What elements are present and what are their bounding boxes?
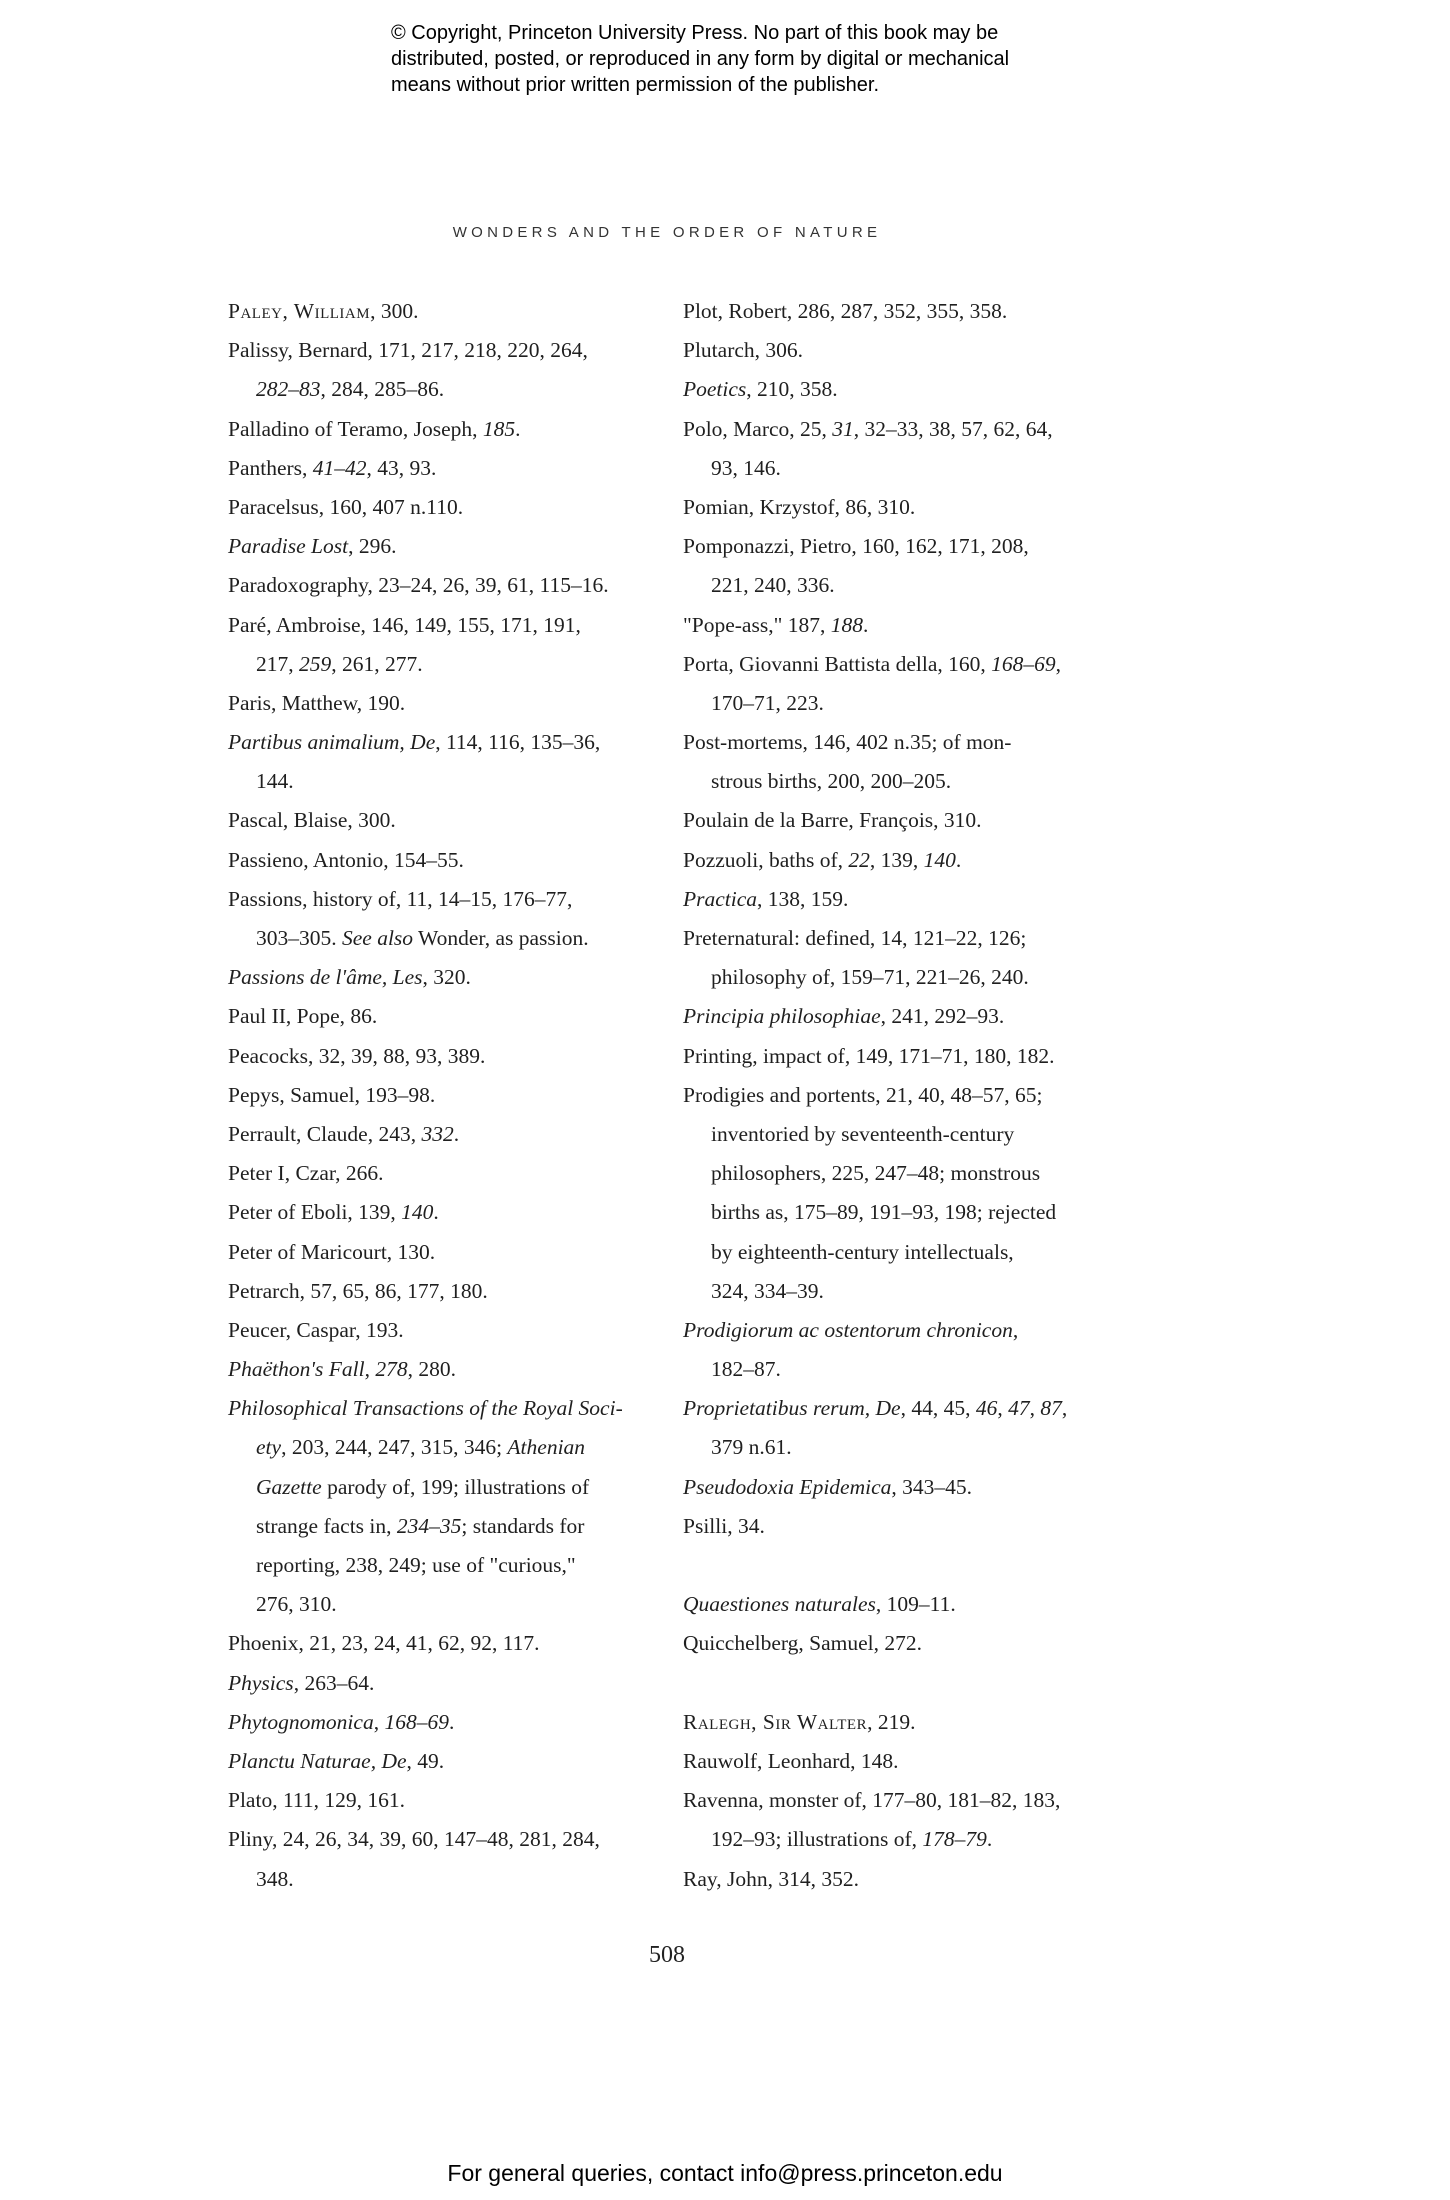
index-entry (683, 1510, 1123, 1549)
entry-text: , 320. (422, 965, 471, 990)
copyright-notice (391, 20, 1151, 98)
italic-text: Paradise Lost (228, 534, 349, 559)
index-entry (683, 373, 1123, 412)
entry-text: , 139, (869, 847, 924, 872)
index-entry (683, 648, 1123, 687)
index-entry (228, 1667, 668, 1706)
entry-text: . (986, 1827, 993, 1852)
index-column-right (683, 295, 1123, 1902)
entry-text: 170–71, 223. (711, 690, 824, 715)
entry-text: parody of, 199; illustrations of (321, 1474, 590, 1499)
italic-text: 140 (401, 1200, 434, 1225)
italic-text: 282–83 (256, 377, 321, 402)
index-entry-continuation (228, 1431, 668, 1470)
index-entry (228, 609, 668, 648)
italic-text: ety (256, 1435, 282, 1460)
index-entry (228, 1000, 668, 1039)
entry-text: Plutarch, 306. (683, 338, 804, 363)
entry-text: , 32–33, 38, 57, 62, 64, (853, 416, 1053, 441)
index-entry (683, 1392, 1123, 1431)
entry-text: , 296. (348, 534, 397, 559)
entry-text: , (997, 1396, 1009, 1421)
italic-text: 168–69 (991, 651, 1056, 676)
italic-text: Phaëthon's Fall (228, 1357, 365, 1382)
entry-text: Printing, impact of, 149, 171–71, 180, 182. (683, 1043, 1055, 1068)
index-entry (683, 609, 1123, 648)
index-entry-continuation (683, 1118, 1123, 1157)
entry-text: , (373, 1709, 385, 1734)
entry-text: , 210, 358. (746, 377, 838, 402)
index-entry-continuation (228, 1863, 668, 1902)
index-entry (228, 334, 668, 373)
italic-text: 259 (299, 651, 332, 676)
entry-text: . (863, 612, 869, 637)
entry-text: , 203, 244, 247, 315, 346; (281, 1435, 508, 1460)
italic-text: See also (342, 926, 414, 950)
entry-text: 217, (256, 651, 299, 676)
entry-text: , 280. (407, 1357, 456, 1382)
entry-text: , 49. (406, 1748, 445, 1773)
entry-text: Pliny, 24, 26, 34, 39, 60, 147–48, 281, 284, (228, 1827, 600, 1852)
index-entry (228, 569, 668, 608)
entry-text: 221, 240, 336. (711, 573, 835, 598)
entry-text: , 263–64. (293, 1670, 375, 1695)
italic-text: 31 (832, 416, 854, 441)
entry-text: Pomponazzi, Pietro, 160, 162, 171, 208, (683, 534, 1029, 559)
italic-text: Planctu Naturae, De (228, 1748, 407, 1773)
entry-text: Palladino of Teramo, Joseph, (228, 416, 483, 441)
entry-text: , 284, 285–86. (320, 377, 445, 402)
entry-text: , (1029, 1396, 1041, 1421)
entry-text: , 44, 45, (900, 1396, 976, 1421)
italic-text: 140 (923, 847, 956, 872)
entry-text: Paley, William (228, 299, 371, 323)
entry-text: Peter of Maricourt, 130. (228, 1239, 436, 1264)
italic-text: Proprietatibus rerum, De (683, 1396, 901, 1421)
entry-text: inventoried by seventeenth-century (711, 1121, 1015, 1146)
entry-text: Palissy, Bernard, 171, 217, 218, 220, 264, (228, 338, 588, 363)
italic-text: 234–35 (396, 1513, 462, 1538)
entry-text: Pozzuoli, baths of, (683, 847, 849, 872)
index-entry (228, 1157, 668, 1196)
index-entry (228, 1627, 668, 1666)
entry-text: , 343–45. (891, 1474, 973, 1499)
entry-text: ; standards for (461, 1513, 585, 1538)
italic-text: Prodigiorum ac ostentorum chronicon (683, 1317, 1013, 1342)
entry-text: Ray, John, 314, 352. (683, 1866, 859, 1891)
entry-text: strous births, 200, 200–205. (711, 769, 952, 794)
entry-text: , 241, 292–93. (880, 1004, 1005, 1029)
index-entry (683, 1588, 1123, 1627)
entry-text: Poulain de la Barre, François, 310. (683, 808, 982, 833)
entry-text: Post-mortems, 146, 402 n.35; of mon- (683, 730, 1012, 755)
entry-text: Plato, 111, 129, 161. (228, 1788, 405, 1813)
index-entry (228, 1392, 668, 1431)
index-entry (228, 491, 668, 530)
index-entry-continuation (683, 569, 1123, 608)
index-entry (228, 295, 668, 334)
index-spacer (683, 1549, 1123, 1588)
entry-text: . (453, 1121, 460, 1146)
entry-text: , 138, 159. (757, 886, 849, 911)
entry-text: Wonder, as passion. (413, 926, 589, 950)
index-entry (683, 295, 1123, 334)
index-entry (228, 1040, 668, 1079)
index-entry-continuation (228, 1588, 668, 1627)
italic-text: 47 (1008, 1396, 1030, 1421)
index-entry-continuation (683, 687, 1123, 726)
index-entry (228, 1745, 668, 1784)
italic-text: 185 (482, 416, 516, 441)
page-number: 508 (649, 1942, 685, 1968)
index-entry (683, 491, 1123, 530)
entry-text: philosophy of, 159–71, 221–26, 240. (711, 965, 1029, 990)
contact-footer: For general queries, contact info@press.princeton.edu (447, 2160, 1003, 2186)
index-entry-continuation (228, 922, 668, 961)
index-entry (228, 1236, 668, 1275)
index-column-left (228, 295, 668, 1902)
index-entry (683, 413, 1123, 452)
italic-text: Pseudodoxia Epidemica (683, 1474, 892, 1499)
index-entry-continuation (683, 961, 1123, 1000)
italic-text: Passions de l'âme, Les (228, 965, 423, 990)
index-entry (228, 844, 668, 883)
index-entry (228, 1823, 668, 1862)
entry-text: Paré, Ambroise, 146, 149, 155, 171, 191, (228, 612, 581, 637)
entry-text: , (364, 1357, 376, 1382)
italic-text: Practica (683, 886, 758, 911)
index-entry-continuation (228, 765, 668, 804)
copyright-line: means without prior written permission of the publisher. (391, 74, 880, 96)
entry-text: 276, 310. (256, 1592, 337, 1617)
entry-text: Passieno, Antonio, 154–55. (228, 847, 464, 872)
index-entry (683, 804, 1123, 843)
entry-text: 144. (256, 769, 294, 794)
entry-text: 324, 334–39. (711, 1278, 824, 1303)
entry-text: Porta, Giovanni Battista della, 160, (683, 651, 992, 676)
index-entry (228, 1275, 668, 1314)
entry-text: Ralegh, Sir Walter (683, 1709, 868, 1734)
entry-text: . (448, 1709, 455, 1734)
italic-text: Partibus animalium, De (228, 730, 436, 755)
entry-text: Paracelsus, 160, 407 n.110. (228, 494, 464, 519)
index-entry-continuation (683, 1823, 1123, 1862)
italic-text: 178–79 (922, 1827, 987, 1852)
index-entry (683, 334, 1123, 373)
entry-text: "Pope-ass," 187, (683, 612, 831, 637)
index-entry (228, 883, 668, 922)
entry-text: 93, 146. (711, 455, 781, 480)
index-entry (683, 726, 1123, 765)
copyright-line: distributed, posted, or reproduced in any form by digital or mechanical (391, 48, 1010, 70)
italic-text: Principia philosophiae (683, 1004, 881, 1029)
index-entry-continuation (683, 1275, 1123, 1314)
index-spacer (683, 1667, 1123, 1706)
index-entry (683, 1784, 1123, 1823)
entry-text: , 114, 116, 135–36, (435, 730, 601, 755)
index-entry-continuation (228, 1549, 668, 1588)
index-entry (228, 1353, 668, 1392)
italic-text: 87 (1040, 1396, 1062, 1421)
index-entry (228, 413, 668, 452)
italic-text: Physics (228, 1670, 294, 1695)
index-entry-continuation (683, 1236, 1123, 1275)
index-entry (228, 1784, 668, 1823)
copyright-line: © Copyright, Princeton University Press. No part of this book may be (391, 22, 999, 44)
entry-text: , (1055, 651, 1061, 676)
entry-text: Pascal, Blaise, 300. (228, 808, 396, 833)
index-entry-continuation (683, 1353, 1123, 1392)
entry-text: Paradoxography, 23–24, 26, 39, 61, 115–16. (228, 573, 609, 598)
entry-text: , (1012, 1317, 1019, 1342)
index-entry-continuation (683, 1157, 1123, 1196)
entry-text: strange facts in, (256, 1513, 397, 1538)
entry-text: by eighteenth-century intellectuals, (711, 1239, 1014, 1264)
italic-text: 278 (375, 1357, 408, 1382)
index-entry (683, 1040, 1123, 1079)
index-entry (683, 1314, 1123, 1353)
entry-text: Plot, Robert, 286, 287, 352, 355, 358. (683, 299, 1008, 323)
running-head: WONDERS AND THE ORDER OF NATURE (452, 224, 882, 241)
index-entry-continuation (683, 452, 1123, 491)
index-entry-continuation (228, 648, 668, 687)
entry-text: , (1061, 1396, 1068, 1421)
entry-text: Phoenix, 21, 23, 24, 41, 62, 92, 117. (228, 1631, 540, 1656)
index-entry (228, 1706, 668, 1745)
entry-text: , 43, 93. (366, 455, 437, 480)
entry-text: Paul II, Pope, 86. (228, 1004, 378, 1029)
index-entry (228, 1196, 668, 1235)
italic-text: Philosophical Transactions of the Royal Soci- (228, 1396, 623, 1421)
entry-text: births as, 175–89, 191–93, 198; rejected (711, 1200, 1057, 1225)
italic-text: 332 (421, 1121, 454, 1146)
entry-text: . (433, 1200, 439, 1225)
index-entry (683, 1627, 1123, 1666)
index-entry (228, 726, 668, 765)
entry-text: Petrarch, 57, 65, 86, 177, 180. (228, 1278, 488, 1303)
index-entry-continuation (228, 1510, 668, 1549)
index-entry (683, 1863, 1123, 1902)
entry-text: 182–87. (711, 1357, 781, 1382)
index-entry (683, 844, 1123, 883)
index-entry-continuation (683, 1196, 1123, 1235)
entry-text: Passions, history of, 11, 14–15, 176–77, (228, 886, 573, 911)
index-entry (228, 804, 668, 843)
index-entry (683, 1079, 1123, 1118)
italic-text: Athenian (507, 1435, 586, 1460)
entry-text: philosophers, 225, 247–48; monstrous (711, 1161, 1041, 1186)
index-entry (228, 530, 668, 569)
entry-text: Preternatural: defined, 14, 121–22, 126; (683, 926, 1027, 950)
italic-text: Poetics (683, 377, 747, 402)
entry-text: Prodigies and portents, 21, 40, 48–57, 65; (683, 1082, 1043, 1107)
entry-text: , 219. (867, 1709, 916, 1734)
entry-text: , 300. (370, 299, 419, 323)
italic-text: 168–69 (384, 1709, 449, 1734)
entry-text: Paris, Matthew, 190. (228, 690, 406, 715)
index-entry (228, 1079, 668, 1118)
index-entry-continuation (228, 1471, 668, 1510)
entry-text: , 261, 277. (331, 651, 423, 676)
entry-text: Pomian, Krzystof, 86, 310. (683, 494, 916, 519)
index-entry (228, 1314, 668, 1353)
index-entry (683, 1000, 1123, 1039)
entry-text: . (955, 847, 962, 872)
index-entry (228, 687, 668, 726)
entry-text: Ravenna, monster of, 177–80, 181–82, 183, (683, 1788, 1061, 1813)
index-entry (683, 1745, 1123, 1784)
entry-text: Rauwolf, Leonhard, 148. (683, 1748, 899, 1773)
entry-text: Panthers, (228, 455, 313, 480)
italic-text: Quaestiones naturales (683, 1592, 876, 1617)
italic-text: 41–42 (312, 455, 367, 480)
entry-text: Perrault, Claude, 243, (228, 1121, 422, 1146)
entry-text: . (515, 416, 521, 441)
entry-text: Peacocks, 32, 39, 88, 93, 389. (228, 1043, 486, 1068)
index-entry (683, 1471, 1123, 1510)
entry-text: Quicchelberg, Samuel, 272. (683, 1631, 923, 1656)
entry-text: 348. (256, 1866, 294, 1891)
index-entry (683, 922, 1123, 961)
entry-text: 379 n.61. (711, 1435, 792, 1460)
entry-text: Pepys, Samuel, 193–98. (228, 1082, 436, 1107)
entry-text: Peter I, Czar, 266. (228, 1161, 384, 1186)
italic-text: Phytognomonica (228, 1709, 374, 1734)
index-entry-continuation (683, 765, 1123, 804)
index-entry-continuation (683, 1431, 1123, 1470)
entry-text: Psilli, 34. (683, 1513, 765, 1538)
index-entry (683, 883, 1123, 922)
index-entry (228, 452, 668, 491)
index-entry (228, 961, 668, 1000)
entry-text: 192–93; illustrations of, (711, 1827, 923, 1852)
entry-text: reporting, 238, 249; use of "curious," (256, 1553, 576, 1577)
italic-text: 46 (975, 1396, 998, 1421)
italic-text: Gazette (256, 1474, 322, 1499)
entry-text: 303–305. (256, 926, 342, 950)
entry-text: Polo, Marco, 25, (683, 416, 833, 441)
index-entry (683, 1706, 1123, 1745)
italic-text: 22 (848, 847, 870, 872)
italic-text: 188 (830, 612, 863, 637)
index-entry-continuation (228, 373, 668, 412)
entry-text: Peter of Eboli, 139, (228, 1200, 402, 1225)
entry-text: Peucer, Caspar, 193. (228, 1317, 404, 1342)
index-entry (683, 530, 1123, 569)
entry-text: , 109–11. (875, 1592, 956, 1617)
index-entry (228, 1118, 668, 1157)
